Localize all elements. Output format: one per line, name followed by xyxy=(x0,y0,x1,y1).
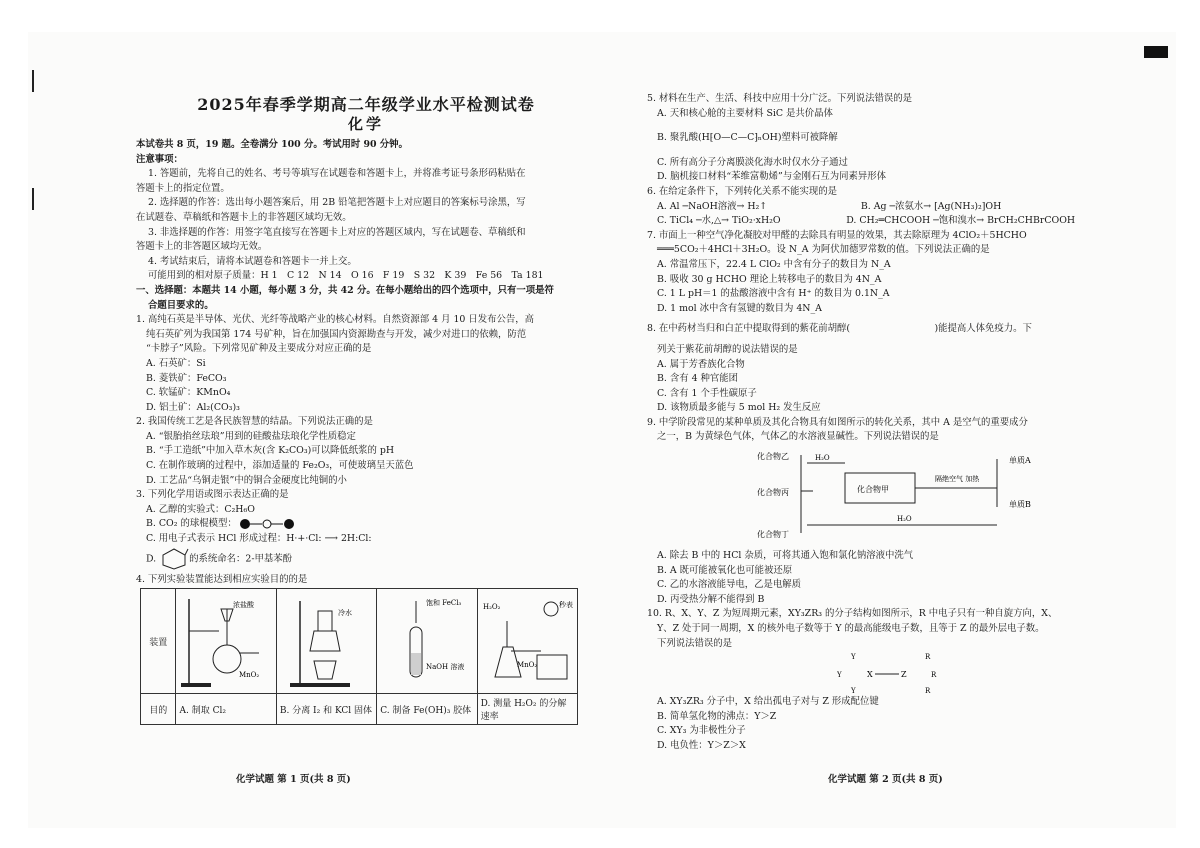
line-text: 之一，B 为黄绿色气体，气体乙的水溶液显碱性。下列说法错误的是 xyxy=(657,431,939,443)
line-text: B. CO₂ 的球棍模型： xyxy=(146,518,237,530)
line-text: 注意事项： xyxy=(136,153,183,165)
text-line xyxy=(647,131,1117,146)
right-column xyxy=(647,92,1117,754)
text-line xyxy=(647,200,1117,215)
diag-a: 单质A xyxy=(1009,456,1031,466)
text-line xyxy=(647,724,1117,739)
text-line xyxy=(647,258,1117,273)
line-text: 8. 在中药材当归和白芷中提取得到的紫花前胡醇( )能提高人体免疫力。下 xyxy=(647,323,1032,335)
line-text: 在试题卷、草稿纸和答题卡上的非答题区域均无效。 xyxy=(136,211,352,223)
line-text: D. 1 mol 冰中含有氢键的数目为 4N_A xyxy=(657,302,822,314)
line-text: 一、选择题：本题共 14 小题，每小题 3 分，共 42 分。在每小题给出的四个选项中，只有一项是符 xyxy=(136,284,554,296)
line-text: 本试卷共 8 页，19 题。全卷满分 100 分。考试用时 90 分钟。 xyxy=(136,139,408,150)
text-line xyxy=(647,273,1117,288)
binding-mark xyxy=(32,188,34,210)
svg-text:R: R xyxy=(925,687,931,696)
text-line xyxy=(136,255,588,270)
diag-bing: 化合物丙 xyxy=(757,488,789,498)
text-line xyxy=(647,302,1117,317)
exam-title: 2025年春季学期高二年级学业水平检测试卷 xyxy=(197,95,535,114)
text-line xyxy=(136,240,588,255)
purpose-c: C. 制备 Fe(OH)₃ 胶体 xyxy=(377,694,477,725)
text-line xyxy=(136,488,588,503)
text-line xyxy=(647,430,1117,445)
text-line xyxy=(647,622,1117,637)
line-text: 纯石英矿列为我国第 174 号矿种，旨在加强国内资源勘查与开发，减少对进口的依赖，防范 xyxy=(146,328,527,340)
diag-jia: 化合物甲 xyxy=(857,485,889,495)
text-line xyxy=(647,372,1117,387)
line-text: D. 丙受热分解不能得到 B xyxy=(657,593,765,605)
apparatus-a xyxy=(176,589,276,694)
line-text: ═══5CO₂＋4HCl＋3H₂O。设 N_A 为阿伏加德罗常数的值。下列说法正确的是 xyxy=(657,244,990,256)
text-line xyxy=(136,573,588,588)
text-line xyxy=(647,564,1117,579)
text-line xyxy=(647,343,1117,358)
text-line xyxy=(647,121,1117,131)
text-line xyxy=(647,243,1117,258)
text-line xyxy=(647,287,1117,302)
line-text: 5. 材料在生产、生活、科技中应用十分广泛。下列说法错误的是 xyxy=(647,93,913,104)
line-text: B. 菱铁矿：FeCO₃ xyxy=(146,372,227,384)
line-text: 10. R、X、Y、Z 为短周期元素，XY₃ZR₃ 的分子结构如图所示，R 中电子只有一种自旋方向，X、 xyxy=(647,608,1058,620)
diag-h2o-top: H₂O xyxy=(815,454,830,463)
text-line xyxy=(136,284,588,299)
exam-subject: 化学 xyxy=(347,115,384,133)
line-text: A. 石英矿：Si xyxy=(146,357,206,369)
line-text: 1. 高纯石英是半导体、光伏、光纤等战略产业的核心材料。自然资源部 4 月 10 日发布公告，高 xyxy=(136,314,534,326)
line-text: A. 天和核心舱的主要材料 SiC 是共价晶体 xyxy=(657,107,833,119)
text-line xyxy=(647,229,1117,244)
text-line xyxy=(136,182,588,197)
text-line xyxy=(647,739,1117,754)
text-line xyxy=(647,549,1117,564)
text-line xyxy=(136,430,588,445)
label-mno2: MnO₂ xyxy=(239,671,260,679)
apparatus-c xyxy=(377,589,477,694)
line-text: 4. 考试结束后，请将本试题卷和答题卡一并上交。 xyxy=(148,255,357,267)
svg-text:Z: Z xyxy=(901,670,907,680)
line-text: B. 聚乳酸(H⁅O—C—C⁆ₙOH)塑料可被降解 xyxy=(657,132,838,144)
line-text: C. 1 L pH＝1 的盐酸溶液中含有 H⁺ 的数目为 0.1N_A xyxy=(657,288,890,300)
svg-text:Y: Y xyxy=(851,653,856,662)
text-line xyxy=(136,211,588,226)
text-line xyxy=(136,342,588,357)
row-label-apparatus: 装置 xyxy=(141,589,176,694)
line-text: A. XY₃ZR₃ 分子中，X 给出孤电子对与 Z 形成配位键 xyxy=(657,696,879,708)
page-footer-2: 化学试题 第 2 页(共 8 页) xyxy=(828,774,943,785)
text-line xyxy=(136,474,588,489)
line-text: 2. 选择题的作答：选出每小题答案后，用 2B 铅笔把答题卡上对应题目的答案标号涂黑，写 xyxy=(148,197,526,209)
diag-heat: 隔绝空气 加热 xyxy=(935,475,980,484)
label-conc-hcl: 浓盐酸 xyxy=(233,601,255,609)
text-line xyxy=(136,503,588,518)
line-text: Y、Z 处于同一周期，X 的核外电子数等于 Y 的最高能级电子数，且等于 Z 的最外层电子数。 xyxy=(657,623,1045,635)
binding-mark xyxy=(32,70,34,92)
text-line xyxy=(647,416,1117,431)
diag-ding: 化合物丁 xyxy=(757,530,789,540)
text-line xyxy=(647,214,1117,229)
text-line xyxy=(647,401,1117,416)
label-cold-water: 冷水 xyxy=(337,609,352,617)
text-line xyxy=(136,226,588,241)
text-line xyxy=(647,637,1117,652)
line-text: C. 软锰矿：KMnO₄ xyxy=(146,387,231,399)
text-line xyxy=(136,517,588,532)
svg-text:Y: Y xyxy=(851,687,856,696)
line-text: A. 除去 B 中的 HCl 杂质，可将其通入饱和氯化钠溶液中洗气 xyxy=(657,550,914,562)
text-line xyxy=(136,313,588,328)
line-text: 1. 答题前，先将自己的姓名、考号等填写在试题卷和答题卡上，并将准考证号条形码粘贴在 xyxy=(148,168,526,180)
text-line xyxy=(647,578,1117,593)
line-text: D. 工艺品“乌铜走银”中的铜合金硬度比纯铜的小 xyxy=(146,474,347,486)
co2-ball-stick-model xyxy=(237,518,297,530)
text-line xyxy=(136,167,588,182)
line-text: A. “银胎掐丝珐琅”用到的硅酸盐珐琅化学性质稳定 xyxy=(146,430,356,442)
line-text: 列关于紫花前胡醇的说法错误的是 xyxy=(657,343,798,355)
line-text: D. 电负性：Y＞Z＞X xyxy=(657,740,746,751)
label-h2o2: H₂O₂ xyxy=(482,603,501,611)
line-text: 合题目要求的。 xyxy=(148,299,214,311)
line-text: B. 简单氢化物的沸点：Y＞Z xyxy=(657,710,777,722)
text-line xyxy=(136,401,588,416)
text-line: D. 的系统命名：2-甲基苯酚 xyxy=(136,547,588,573)
line-text: C. TiCl₄ ─水,△→ TiO₂·xH₂O D. CH₂═CHCOOH ─饱和溴水→ BrCH₂CHBrCOOH xyxy=(657,215,1076,227)
line-text: “卡脖子”风险。下列常见矿种及主要成分对应正确的是 xyxy=(146,343,372,355)
line-text: C. 含有 1 个手性碳原子 xyxy=(657,387,757,399)
line-text: C. 所有高分子分离膜淡化海水时仅水分子通过 xyxy=(657,156,848,168)
line-text: 6. 在给定条件下，下列转化关系不能实现的是 xyxy=(647,185,838,197)
line-text: D. 该物质最多能与 5 mol H₂ 发生反应 xyxy=(657,402,821,414)
page-footer-1: 化学试题 第 1 页(共 8 页) xyxy=(236,774,351,785)
q9-conversion-diagram xyxy=(647,445,1117,549)
diag-b: 单质B xyxy=(1009,500,1031,510)
experiment-table xyxy=(140,588,578,725)
svg-text:R: R xyxy=(925,653,931,662)
line-text: 9. 中学阶段常见的某种单质及其化合物具有如图所示的转化关系，其中 A 是空气的重要成分 xyxy=(647,416,1028,428)
text-line xyxy=(136,357,588,372)
text-line xyxy=(136,138,588,153)
purpose-a: A. 制取 Cl₂ xyxy=(176,694,276,725)
label-naoh: NaOH 溶液 xyxy=(426,663,465,671)
line-text: 答题卡上的非答题区域均无效。 xyxy=(136,241,268,253)
q10-structure xyxy=(647,651,1117,695)
text-line xyxy=(136,196,588,211)
text-line xyxy=(647,170,1117,185)
label-mno2-d: MnO₂ xyxy=(516,661,537,669)
text-line xyxy=(647,593,1117,608)
text-line xyxy=(647,607,1117,622)
text-line xyxy=(647,710,1117,725)
line-text: A. Al ─NaOH溶液→ H₂↑ B. Ag ─浓氨水→ [Ag(NH₃)₂]OH xyxy=(657,200,1002,212)
text-line xyxy=(136,415,588,430)
line-text: 3. 下列化学用语或图示表达正确的是 xyxy=(136,489,289,501)
line-text: 下列说法错误的是 xyxy=(657,637,733,649)
line-text: C. 乙的水溶液能导电，乙是电解质 xyxy=(657,579,802,591)
registration-mark xyxy=(1144,46,1168,58)
text-line xyxy=(136,299,588,314)
line-text: A. 属于芳香族化合物 xyxy=(657,358,745,370)
apparatus-b xyxy=(276,589,376,694)
text-line xyxy=(136,386,588,401)
text-line xyxy=(647,146,1117,156)
text-line xyxy=(136,372,588,387)
left-column xyxy=(136,138,588,587)
text-line xyxy=(136,328,588,343)
text-line xyxy=(136,153,588,168)
svg-text:Y: Y xyxy=(837,671,842,680)
text-line xyxy=(647,92,1117,107)
text-line xyxy=(647,185,1117,200)
line-text: C. 用电子式表示 HCl 形成过程：H·+·Cl: ⟶ 2H:Cl: xyxy=(146,533,372,545)
diag-h2o-bottom: H₂O xyxy=(897,515,912,524)
text-line xyxy=(136,459,588,474)
line-text: 答题卡上的指定位置。 xyxy=(136,182,230,194)
text-line xyxy=(647,322,1117,337)
line-text: D. 脑机接口材料“苯维富勒烯”与金刚石互为同素异形体 xyxy=(657,171,886,183)
svg-text:X: X xyxy=(867,670,873,680)
text-line xyxy=(647,107,1117,122)
text-line xyxy=(647,156,1117,171)
line-text: B. 含有 4 种官能团 xyxy=(657,373,739,385)
line-text: 2. 我国传统工艺是各民族智慧的结晶。下列说法正确的是 xyxy=(136,416,373,428)
line-text: 7. 市面上一种空气净化凝胶对甲醛的去除具有明显的效果，其去除原理为 4ClO₂＋5HCHO xyxy=(647,229,1027,241)
line-text: D. 铝土矿：Al₂(CO₃)₃ xyxy=(146,401,240,413)
text-line xyxy=(647,387,1117,402)
diag-yi: 化合物乙 xyxy=(757,452,789,462)
svg-text:R: R xyxy=(931,671,937,680)
text-line xyxy=(136,532,588,547)
text-line xyxy=(136,269,588,284)
line-text: 可能用到的相对原子质量：H 1 C 12 N 14 O 16 F 19 S 32 K 39 Fe 56 Ta 181 xyxy=(148,270,544,282)
line-text: B. “手工造纸”中加入草木灰(含 K₂CO₃)可以降低纸浆的 pH xyxy=(146,445,395,457)
label-stopwatch: 秒表 xyxy=(558,601,573,609)
line-text: B. 吸收 30 g HCHO 理论上转移电子的数目为 4N_A xyxy=(657,273,882,285)
line-text: A. 乙醇的实验式：C₂H₆O xyxy=(146,503,255,515)
text-line xyxy=(136,444,588,459)
line-text: C. XY₃ 为非极性分子 xyxy=(657,725,746,737)
line-text: A. 常温常压下，22.4 L ClO₂ 中含有分子的数目为 N_A xyxy=(657,258,891,270)
row-label-purpose: 目的 xyxy=(141,694,176,725)
line-text: B. A 既可能被氧化也可能被还原 xyxy=(657,564,793,576)
apparatus-d xyxy=(477,589,577,694)
line-text: 4. 下列实验装置能达到相应实验目的的是 xyxy=(136,573,308,585)
label-fecl3: 饱和 FeCl₃ xyxy=(426,599,462,607)
purpose-d: D. 测量 H₂O₂ 的分解速率 xyxy=(477,694,577,725)
text-line xyxy=(647,695,1117,710)
purpose-b: B. 分离 I₂ 和 KCl 固体 xyxy=(276,694,376,725)
text-line xyxy=(647,358,1117,373)
line-text: C. 在制作玻璃的过程中，添加适量的 Fe₂O₃，可使玻璃呈天蓝色 xyxy=(146,460,414,472)
line-text: 3. 非选择题的作答：用签字笔直接写在答题卡上对应的答题区域内，写在试题卷、草稿纸和 xyxy=(148,226,526,238)
